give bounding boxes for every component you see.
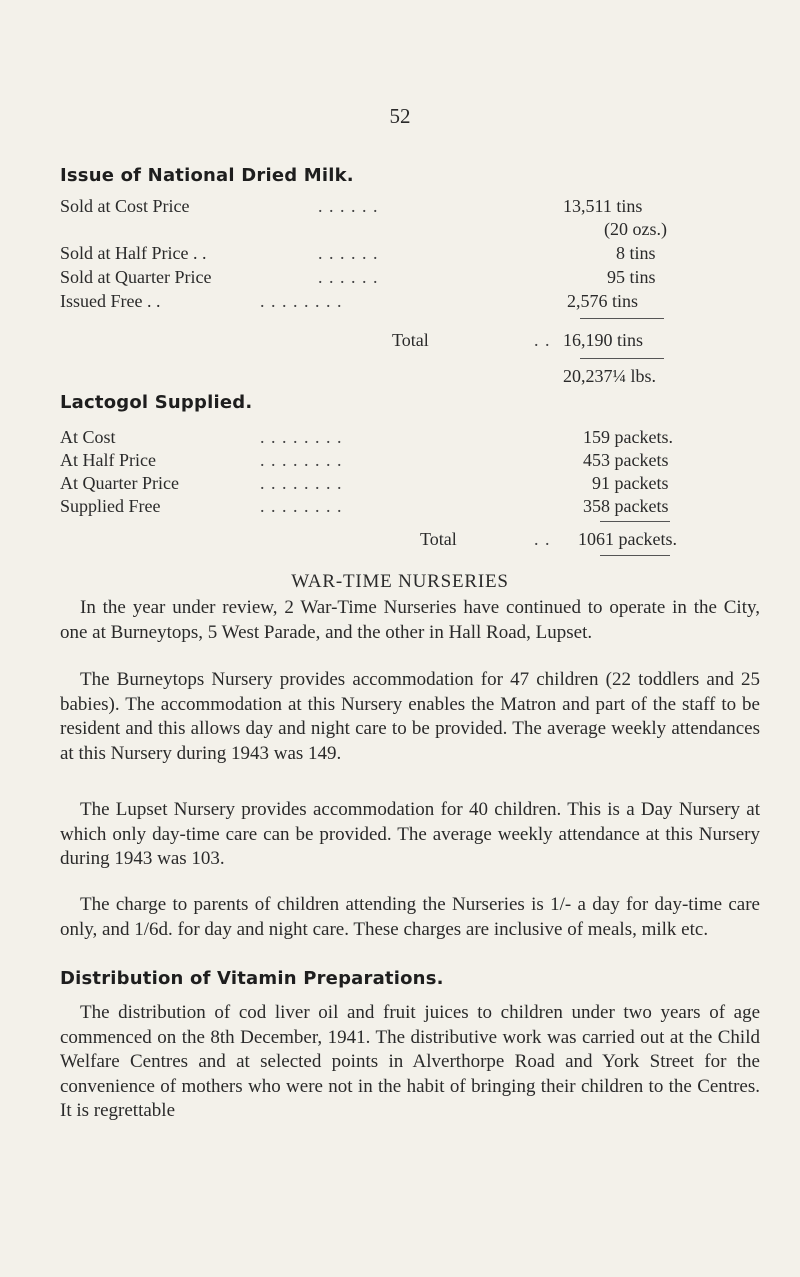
paragraph: The Lupset Nursery provides accommodation for 40 children. This is a Day Nursery at which only day-time care can be provided. The average weekly attendance at this Nursery during 1943 was 103. bbox=[60, 799, 760, 869]
row-leaders: . . . . . . . . bbox=[260, 473, 343, 493]
milk-row bbox=[0, 196, 800, 220]
lactogol-row bbox=[0, 450, 800, 474]
row-label: Sold at Half Price . . bbox=[60, 243, 207, 263]
milk-row bbox=[0, 267, 800, 291]
lactogol-total-row bbox=[0, 529, 800, 553]
row-value: 453 packets bbox=[583, 450, 669, 470]
row-label: At Cost bbox=[60, 427, 116, 447]
section-title: WAR-TIME NURSERIES bbox=[291, 571, 509, 592]
row-leaders: . . . . . . bbox=[318, 196, 379, 216]
milk-row bbox=[0, 243, 800, 267]
weight-value: 20,237¼ lbs. bbox=[563, 366, 657, 386]
total-label: Total bbox=[420, 529, 457, 549]
row-label: At Half Price bbox=[60, 450, 156, 470]
total-value: 16,190 tins bbox=[563, 330, 644, 350]
row-value: 2,576 tins bbox=[567, 291, 639, 311]
milk-row bbox=[0, 291, 800, 315]
row-label: At Quarter Price bbox=[60, 473, 179, 493]
divider bbox=[580, 358, 664, 359]
vitamins-heading: Distribution of Vitamin Preparations. bbox=[60, 968, 444, 989]
row-leaders: . . . . . . . . bbox=[260, 496, 343, 516]
milk-heading: Issue of National Dried Milk. bbox=[60, 165, 354, 186]
row-leaders: . . . . . . . . bbox=[260, 291, 343, 311]
divider bbox=[580, 318, 664, 319]
total-value: 1061 packets. bbox=[578, 529, 677, 549]
lactogol-row bbox=[0, 473, 800, 497]
milk-weight-row bbox=[0, 366, 800, 390]
lactogol-row bbox=[0, 496, 800, 520]
row-value: 8 tins bbox=[616, 243, 656, 263]
divider bbox=[600, 555, 670, 556]
total-leaders: . . bbox=[534, 529, 551, 549]
row-value: 358 packets bbox=[583, 496, 669, 516]
row-leaders: . . . . . . . . bbox=[260, 427, 343, 447]
row-leaders: . . . . . . bbox=[318, 243, 379, 263]
paragraph: The distribution of cod liver oil and fruit juices to children under two years of age commenced on the 8th December, 1941. The distributive work was carried out at the Child Welfare Centres and at selected points in Alverthorpe Road and York Street for the convenience of mothers who were not in the habit of bringing their children to the Centres. It is regrettable bbox=[60, 1002, 760, 1121]
row-value: 91 packets bbox=[592, 473, 669, 493]
divider bbox=[600, 521, 670, 522]
page-number: 52 bbox=[389, 104, 411, 128]
row-label: Sold at Quarter Price bbox=[60, 267, 212, 287]
paragraph: The charge to parents of children attending the Nurseries is 1/- a day for day-time care only, and 1/6d. for day and night care. These charges are inclusive of meals, milk etc. bbox=[60, 894, 760, 940]
lactogol-row bbox=[0, 427, 800, 451]
row-value: (20 ozs.) bbox=[604, 219, 667, 239]
paragraph: In the year under review, 2 War-Time Nurseries have continued to operate in the City, one at Burneytops, 5 West Parade, and the other in Hall Road, Lupset. bbox=[60, 597, 760, 643]
row-value: 95 tins bbox=[607, 267, 656, 287]
row-leaders: . . . . . . bbox=[318, 267, 379, 287]
row-leaders: . . . . . . . . bbox=[260, 450, 343, 470]
row-label: Issued Free . . bbox=[60, 291, 161, 311]
total-leaders: . . bbox=[534, 330, 551, 350]
lactogol-heading: Lactogol Supplied. bbox=[60, 392, 253, 413]
row-value: 159 packets. bbox=[583, 427, 673, 447]
paragraph: The Burneytops Nursery provides accommodation for 47 children (22 toddlers and 25 babies). The accommodation at this Nursery enables the Matron and part of the staff to be resident and this allows day and night care to be provided. The average weekly attendances at this Nursery during 1943 was 149. bbox=[60, 669, 760, 764]
row-value: 13,511 tins bbox=[563, 196, 643, 216]
row-label: Sold at Cost Price bbox=[60, 196, 190, 216]
milk-total-row bbox=[0, 330, 800, 354]
row-label: Supplied Free bbox=[60, 496, 161, 516]
milk-row bbox=[0, 219, 800, 243]
total-label: Total bbox=[392, 330, 429, 350]
